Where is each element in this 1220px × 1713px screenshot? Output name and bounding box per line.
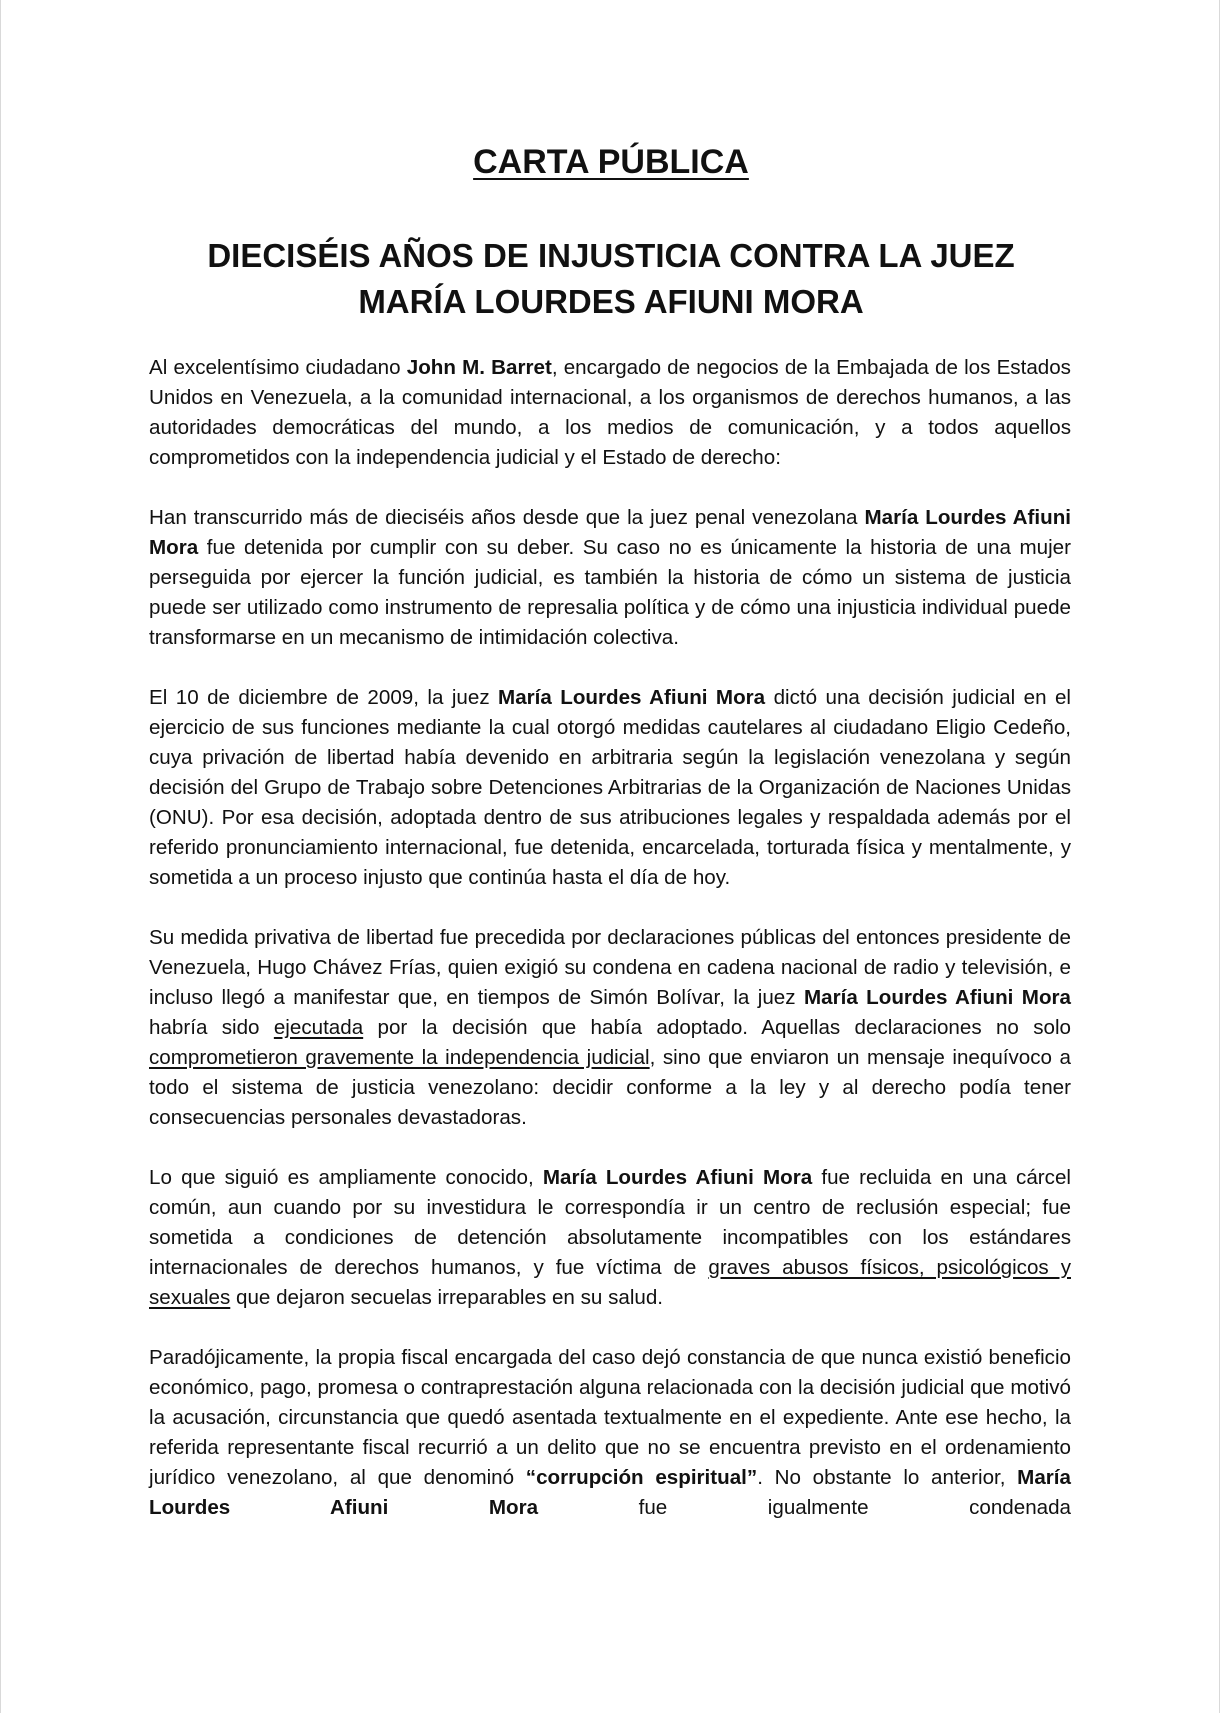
paragraph-decision bbox=[149, 683, 1071, 893]
text-run: por la decisión que había adoptado. Aquellas declaraciones no solo bbox=[363, 1016, 1071, 1039]
text-run: fue recluida en una cárcel común, aun cuando por su investidura le correspondía ir un centro de reclusión especial; fue sometida a condiciones de detención absolutamente incompatibles con los estándares internacionales de derechos humanos, y fue víctima de bbox=[149, 1166, 1071, 1279]
text-run: habría sido bbox=[149, 1016, 274, 1039]
document-title-text: CARTA PÚBLICA bbox=[473, 143, 749, 181]
text-run: Al excelentísimo ciudadano bbox=[149, 356, 407, 379]
name-afiuni: María Lourdes Afiuni Mora bbox=[498, 686, 766, 709]
document-subtitle bbox=[121, 233, 1101, 325]
text-run: . No obstante lo anterior, bbox=[757, 1466, 1018, 1489]
name-afiuni: María Lourdes Afiuni Mora bbox=[542, 1166, 813, 1189]
letter-body bbox=[149, 353, 1071, 1553]
text-run: dictó una decisión judicial en el ejercicio de sus funciones mediante la cual otorgó medidas cautelares al ciudadano Eligio Cedeño, cuya privación de libertad había devenido en arbitraria según la legislación venezolana y según decisión del Grupo de Trabajo sobre Detenciones Arbitrarias de la Organización de Naciones Unidas (ONU). Por esa decisión, adoptada dentro de sus atribuciones legales y respaldada además por el referido pronunciamiento internacional, fue detenida, encarcelada, torturada física y mentalmente, y sometida a un proceso injusto que continúa hasta el día de hoy. bbox=[149, 686, 1071, 889]
text-run: fue detenida por cumplir con su deber. Su caso no es únicamente la historia de una mujer perseguida por ejercer la función judicial, es también la historia de cómo un sistema de justicia puede ser utilizado como instrumento de represalia política y de cómo una injusticia individual puede transformarse en un mecanismo de intimidación colectiva. bbox=[149, 536, 1071, 649]
name-afiuni: María Lourdes Afiuni Mora bbox=[803, 986, 1071, 1009]
subtitle-line-1: DIECISÉIS AÑOS DE INJUSTICIA CONTRA LA JUEZ bbox=[207, 237, 1015, 274]
underlined-independence-compromised: comprometieron gravemente la independencia judicial bbox=[149, 1046, 650, 1069]
underlined-abuses: graves abusos físicos, psicológicos y sexuales bbox=[149, 1256, 1071, 1309]
text-run: , encargado de negocios de la Embajada de los Estados Unidos en Venezuela, a la comunidad internacional, a los organismos de derechos humanos, a las autoridades democráticas del mundo, a los medios de comunicación, y a todos aquellos comprometidos con la independencia judicial y el Estado de derecho: bbox=[149, 356, 1071, 469]
quote-corrupcion-espiritual: “corrupción espiritual” bbox=[525, 1466, 758, 1489]
text-run: fue igualmente condenada bbox=[538, 1496, 1072, 1519]
paragraph-detention bbox=[149, 1163, 1071, 1313]
text-run: El 10 de diciembre de 2009, la juez bbox=[149, 686, 499, 709]
name-afiuni: María Lourdes Afiuni Mora bbox=[149, 506, 1072, 559]
paragraph-salutation bbox=[149, 353, 1071, 473]
text-run: Han transcurrido más de dieciséis años desde que la juez penal venezolana bbox=[149, 506, 865, 529]
name-afiuni: María Lourdes Afiuni Mora bbox=[149, 1466, 1071, 1519]
underlined-ejecutada: ejecutada bbox=[273, 1016, 364, 1039]
text-run: Su medida privativa de libertad fue precedida por declaraciones públicas del entonces presidente de Venezuela, Hugo Chávez Frías, quien exigió su condena en cadena nacional de radio y televisión, e incluso llegó a manifestar que, en tiempos de Simón Bolívar, la juez bbox=[149, 926, 1071, 1009]
document-title bbox=[1, 140, 1220, 184]
text-run: , sino que enviaron un mensaje inequívoco a todo el sistema de justicia venezolano: decidir conforme a la ley y al derecho podía tener consecuencias personales devastadoras. bbox=[149, 1046, 1071, 1129]
text-run: Lo que siguió es ampliamente conocido, bbox=[149, 1166, 543, 1189]
paragraph-introduction bbox=[149, 503, 1071, 653]
paragraph-declarations bbox=[149, 923, 1071, 1133]
text-run: que dejaron secuelas irreparables en su salud. bbox=[230, 1286, 664, 1309]
text-run: Paradójicamente, la propia fiscal encargada del caso dejó constancia de que nunca existió beneficio económico, pago, promesa o contraprestación alguna relacionada con la decisión judicial que motivó la acusación, circunstancia que quedó asentada textualmente en el expediente. Ante ese hecho, la referida representante fiscal recurrió a un delito que no se encuentra previsto en el ordenamiento jurídico venezolano, al que denominó bbox=[149, 1346, 1071, 1489]
name-john-barret: John M. Barret bbox=[406, 356, 552, 379]
paragraph-prosecutor bbox=[149, 1343, 1071, 1523]
subtitle-line-2: MARÍA LOURDES AFIUNI MORA bbox=[358, 283, 864, 320]
